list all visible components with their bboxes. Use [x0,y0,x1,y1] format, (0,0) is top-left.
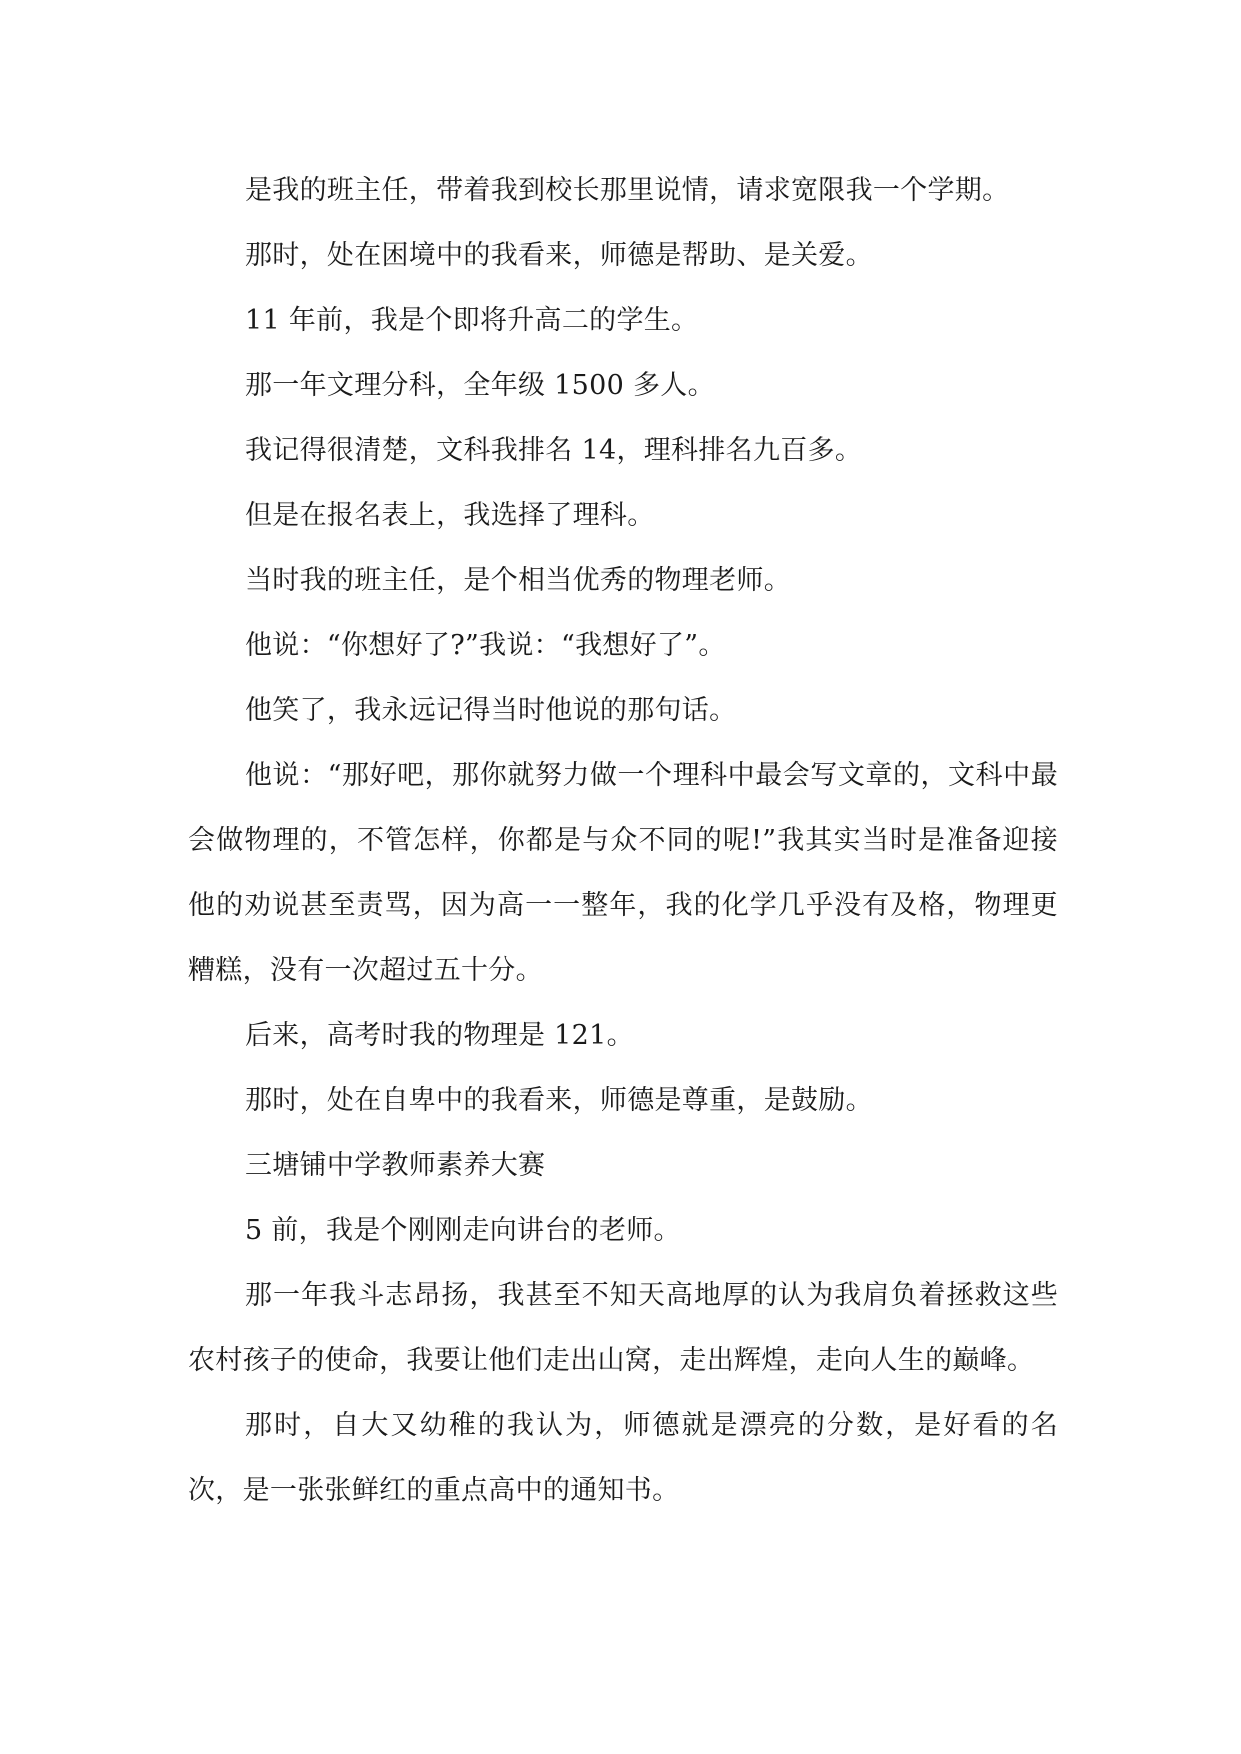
paragraph: 11 年前，我是个即将升高二的学生。 [245,305,699,336]
document-body [188,158,1058,1523]
paragraph: 他说：“那好吧，那你就努力做一个理科中最会写文章的，文科中最会做物理的，不管怎样，你都是与众不同的呢!”我其实当时是准备迎接他的劝说甚至责骂，因为高一一整年，我的化学几乎没有及格，物理更糟糕，没有一次超过五十分。 [188,760,1058,986]
paragraph: 我记得很清楚，文科我排名 14，理科排名九百多。 [245,435,863,466]
paragraph: 那时，自大又幼稚的我认为，师德就是漂亮的分数，是好看的名次，是一张张鲜红的重点高中的通知书。 [188,1410,1058,1506]
paragraph: 但是在报名表上，我选择了理科。 [245,500,655,531]
paragraph: 后来，高考时我的物理是 121。 [245,1020,634,1051]
paragraph: 当时我的班主任，是个相当优秀的物理老师。 [245,565,791,596]
paragraph: 那时，处在困境中的我看来，师德是帮助、是关爱。 [245,240,873,271]
paragraph: 他笑了，我永远记得当时他说的那句话。 [245,695,737,726]
paragraph: 那一年文理分科，全年级 1500 多人。 [245,370,715,401]
paragraph: 他说：“你想好了?”我说：“我想好了”。 [245,630,726,661]
paragraph: 那时，处在自卑中的我看来，师德是尊重，是鼓励。 [245,1085,873,1116]
paragraph: 5 前，我是个刚刚走向讲台的老师。 [245,1215,681,1246]
section-heading: 三塘铺中学教师素养大赛 [245,1150,546,1181]
paragraph: 那一年我斗志昂扬，我甚至不知天高地厚的认为我肩负着拯救这些农村孩子的使命，我要让他们走出山窝，走出辉煌，走向人生的巅峰。 [188,1280,1058,1376]
paragraph: 是我的班主任，带着我到校长那里说情，请求宽限我一个学期。 [245,175,1010,206]
